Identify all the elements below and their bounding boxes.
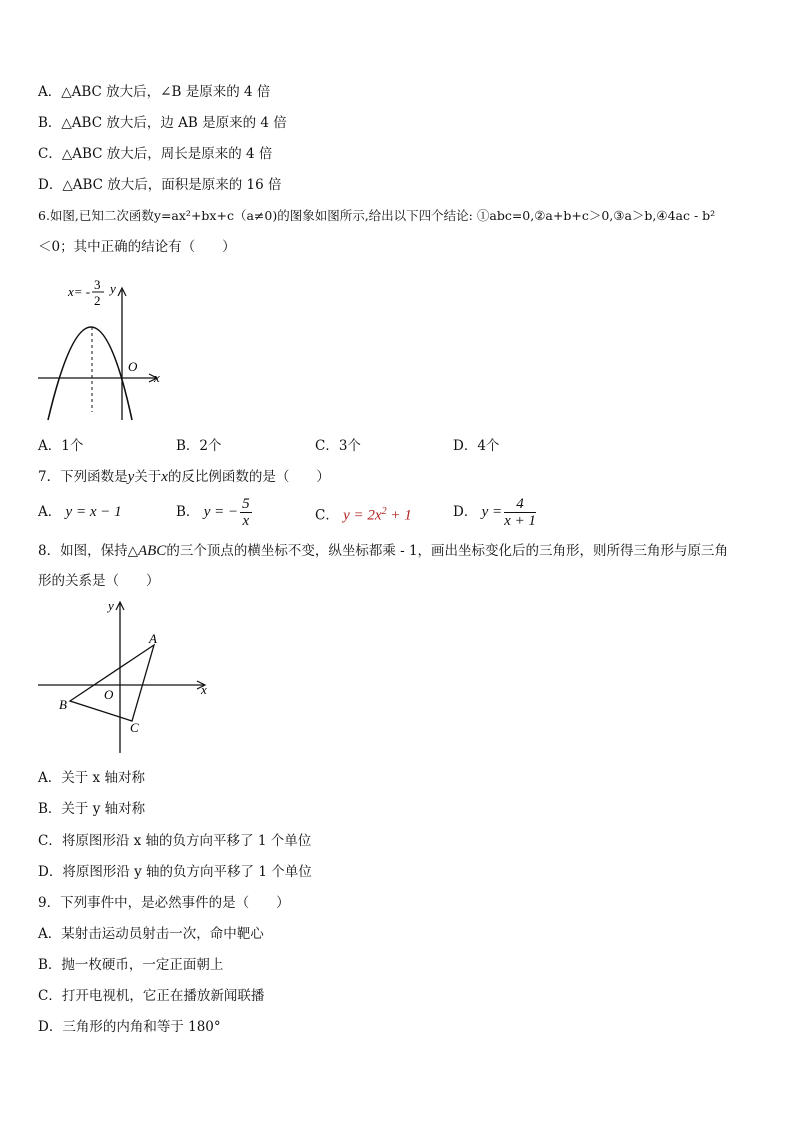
- q8-stem-abc: ABC: [137, 543, 167, 559]
- q7-option-b-label: B．: [176, 504, 200, 520]
- q7-option-d-fraction: [504, 496, 536, 529]
- q6-option-a: A．1个: [38, 438, 84, 454]
- q6-origin-label: O: [128, 359, 138, 374]
- q7-option-d-den: x + 1: [504, 513, 536, 529]
- q7-stem-text-end: 的反比例函数的是（ ）: [167, 469, 330, 485]
- q7-option-c: [315, 503, 412, 525]
- q6-frac-den: 2: [94, 293, 101, 308]
- q8-vertex-b-label: B: [59, 697, 67, 712]
- q8-option-c: C．将原图形沿 x 轴的负方向平移了 1 个单位: [38, 833, 312, 849]
- q6-stem-line2: ＜0；其中正确的结论有（ ）: [38, 239, 236, 255]
- q8-stem-line1: [38, 542, 728, 560]
- q9-stem: 9．下列事件中，是必然事件的是（ ）: [38, 895, 290, 911]
- q9-option-b: B．抛一枚硬币，一定正面朝上: [38, 957, 224, 973]
- q6-stem-line1: 6.如图,已知二次函数y=ax²+bx+c（a≠0)的图象如图所示,给出以下四个结论: ①abc=0,②a+b+c＞0,③a＞b,④4ac - b²: [38, 208, 716, 223]
- q7-option-c-expr-tail: + 1: [386, 507, 412, 524]
- q6-parabola-curve: [48, 327, 132, 420]
- q6-option-d: D．4个: [453, 438, 500, 454]
- q7-stem-x: x: [161, 469, 168, 485]
- q7-stem-y: y: [127, 469, 135, 485]
- q8-triangle-figure: [36, 595, 216, 757]
- q8-x-axis-label: x: [201, 682, 207, 697]
- q9-option-d: D．三角形的内角和等于 180°: [38, 1019, 221, 1035]
- q7-stem: [38, 468, 330, 486]
- q7-option-b-lhs: y = −: [203, 504, 239, 520]
- q6-option-b: B．2个: [176, 438, 222, 454]
- q7-option-d: [453, 494, 538, 530]
- q7-option-a-label: A．: [38, 504, 62, 520]
- q8-vertex-c-label: C: [130, 720, 139, 735]
- q9-option-c: C．打开电视机，它正在播放新闻联播: [38, 988, 265, 1004]
- q7-stem-text: 7．下列函数是: [38, 469, 128, 485]
- q7-option-b-num: 5: [242, 496, 250, 512]
- q5-option-b: B．△ABC 放大后，边 AB 是原来的 4 倍: [38, 115, 287, 131]
- q8-option-d: D．将原图形沿 y 轴的负方向平移了 1 个单位: [38, 864, 312, 880]
- q8-stem-line2: 形的关系是（ ）: [38, 573, 160, 589]
- q7-option-b-den: x: [242, 513, 250, 529]
- q7-option-d-num: 4: [504, 496, 536, 513]
- q5-option-c: C．△ABC 放大后，周长是原来的 4 倍: [38, 146, 273, 162]
- q7-option-a-expr: y = x − 1: [65, 504, 122, 520]
- q7-option-b-fraction: [240, 496, 252, 529]
- q7-option-d-lhs: y =: [481, 504, 503, 520]
- q7-option-c-exponent: 2: [381, 506, 387, 517]
- q8-stem-text-end: 的三个顶点的横坐标不变，纵坐标都乘 - 1，画出坐标变化后的三角形，则所得三角形与原三角: [166, 543, 729, 559]
- q6-option-c: C．3个: [315, 438, 361, 454]
- q7-option-a: [38, 503, 122, 521]
- q8-option-b: B．关于 y 轴对称: [38, 801, 146, 817]
- q7-option-c-expr: y = 2x: [343, 507, 382, 524]
- q5-option-d: D．△ABC 放大后，面积是原来的 16 倍: [38, 177, 282, 193]
- q9-option-a: A．某射击运动员射击一次，命中靶心: [38, 926, 264, 942]
- q6-frac-num: 3: [94, 277, 101, 292]
- q7-option-c-label: C．: [315, 507, 339, 524]
- q6-axis-of-symmetry-label: x= -: [68, 284, 91, 299]
- q8-option-a: A．关于 x 轴对称: [38, 770, 145, 786]
- q8-vertex-a-label: A: [149, 631, 157, 646]
- q8-stem-text: 8．如图，保持△: [38, 543, 138, 559]
- q6-y-axis-label: y: [110, 281, 116, 296]
- q7-option-d-label: D．: [453, 504, 478, 520]
- q7-option-b: [176, 494, 254, 530]
- q8-triangle-abc: [70, 645, 154, 721]
- q7-stem-mid: 关于: [134, 469, 162, 485]
- q8-y-axis-label: y: [108, 598, 114, 613]
- q8-origin-label: O: [104, 687, 114, 702]
- q6-parabola-figure: [36, 270, 166, 425]
- q5-option-a: A．△ABC 放大后，∠B 是原来的 4 倍: [38, 84, 271, 100]
- q6-x-axis-label: x: [154, 370, 160, 385]
